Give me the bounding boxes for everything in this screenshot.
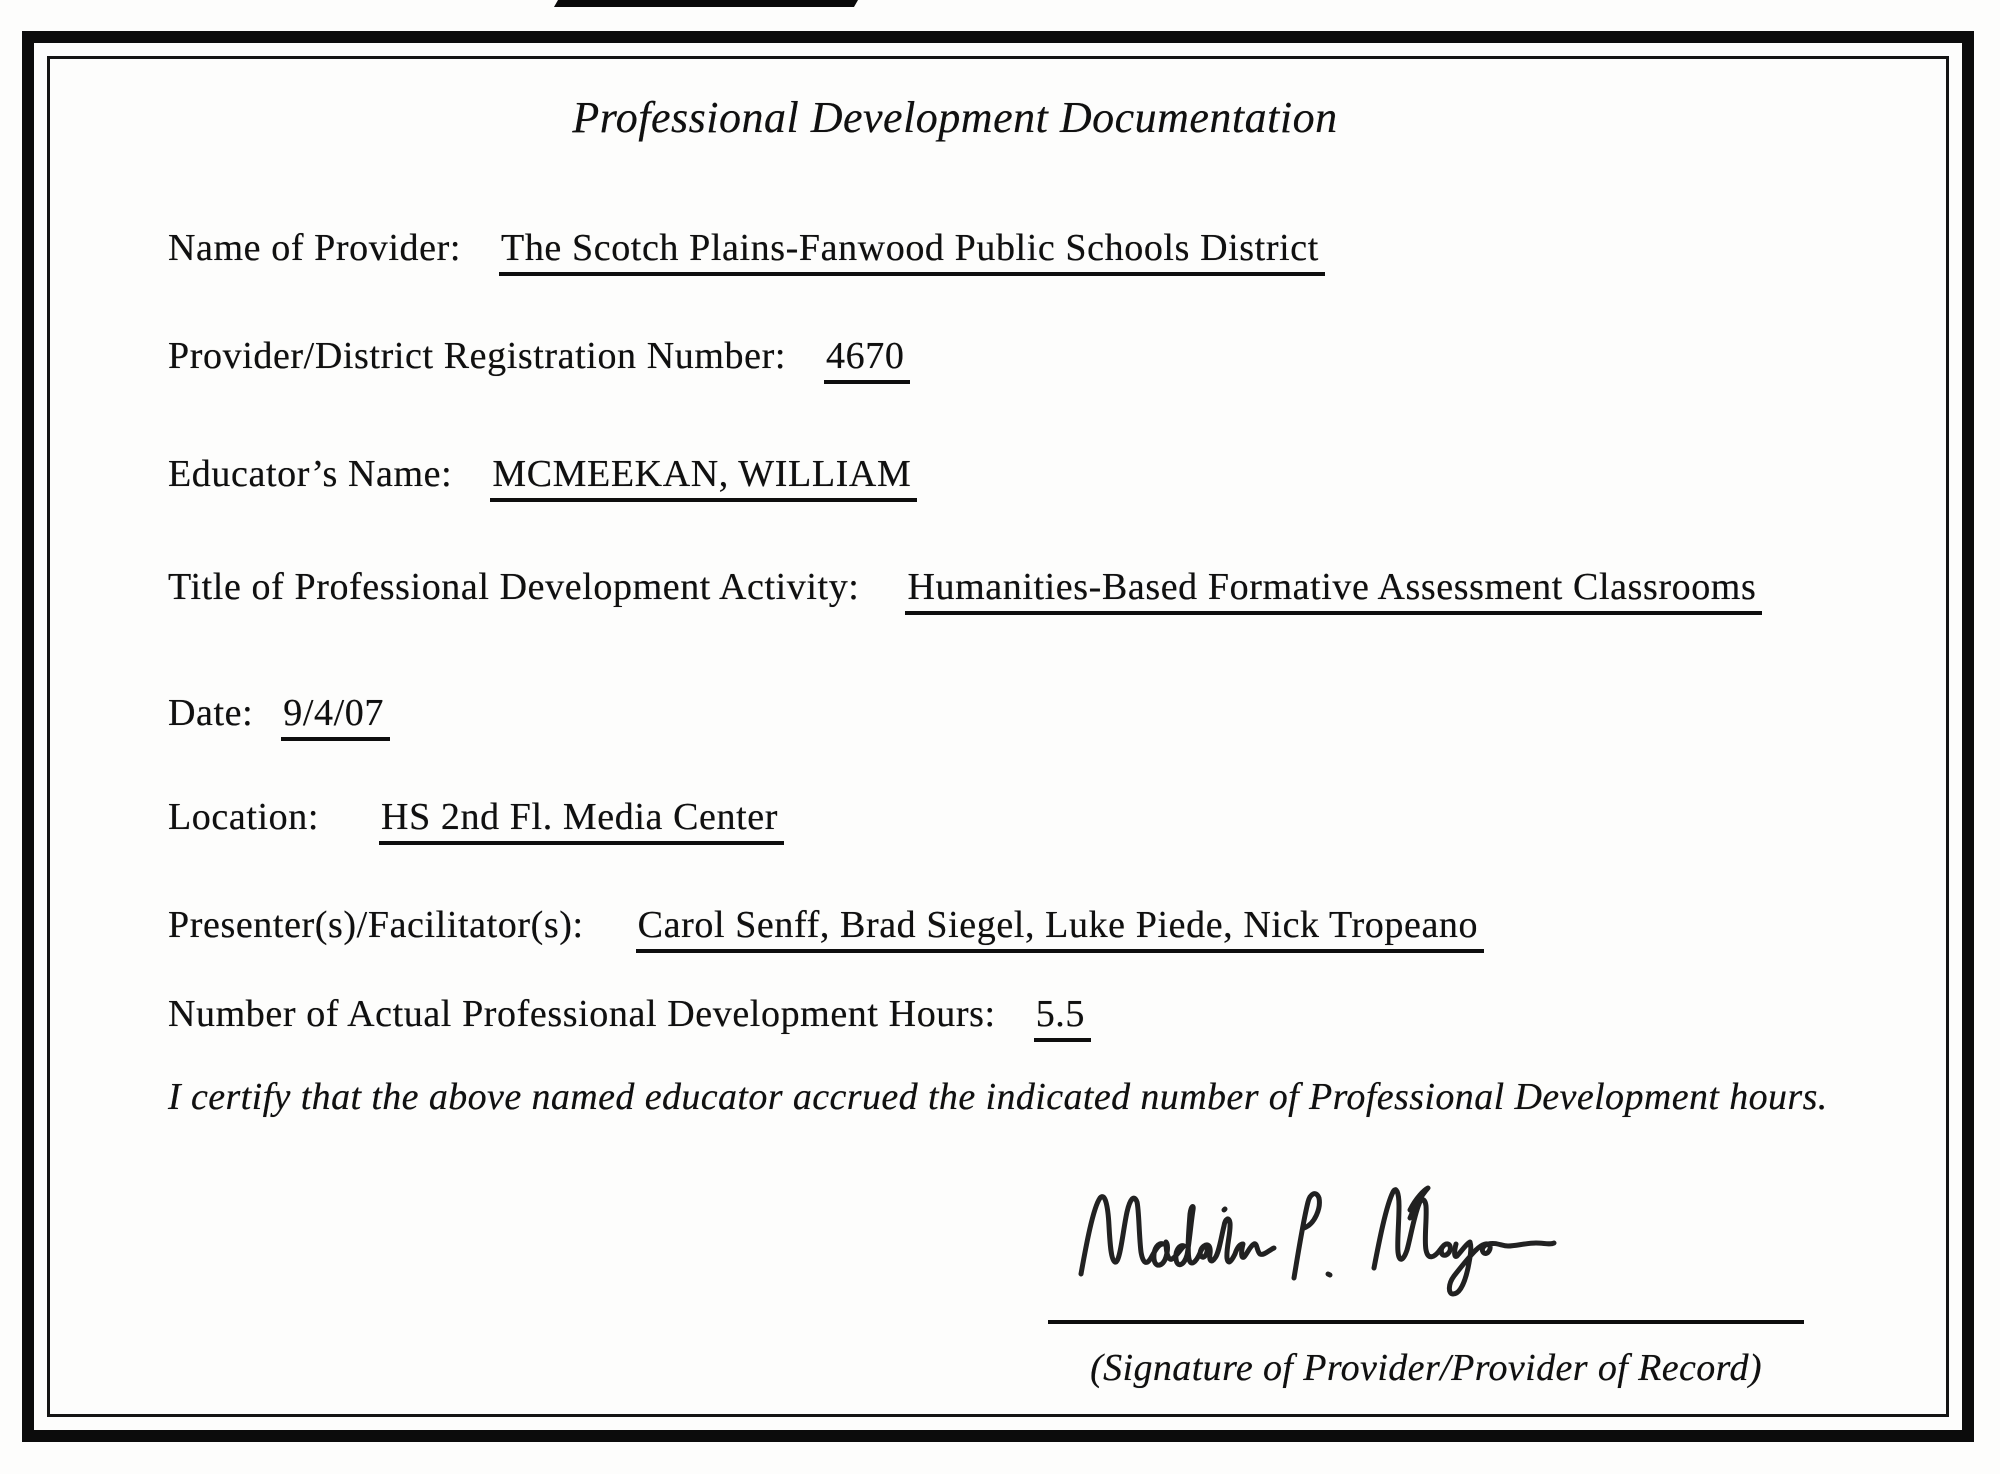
field-registration-number [168,333,1940,384]
field-label: Presenter(s)/Facilitator(s): [168,904,584,946]
field-label: Location: [168,796,320,838]
field-location [168,794,1940,845]
field-label: Educator’s Name: [168,453,453,495]
certification-statement: I certify that the above named educator accrued the indicated number of Professional Development hours. [168,1076,1828,1118]
field-activity-title [168,564,1940,615]
field-label: Provider/District Registration Number: [168,335,787,377]
field-value-underlined: 5.5 [1034,991,1091,1042]
field-label: Title of Professional Development Activity: [168,566,860,608]
signature-line [1048,1320,1804,1324]
field-label: Name of Provider: [168,227,462,269]
field-value-underlined: 4670 [824,333,910,384]
field-value-underlined: Carol Senff, Brad Siegel, Luke Piede, Nick Tropeano [636,902,1484,953]
field-presenters [168,902,1940,953]
field-label: Number of Actual Professional Development Hours: [168,993,996,1035]
field-value-underlined: 9/4/07 [281,690,390,741]
field-educator-name [168,451,1940,502]
field-date [168,690,1940,741]
signature-caption: (Signature of Provider/Provider of Record) [1090,1347,1762,1389]
field-value-underlined: HS 2nd Fl. Media Center [379,794,784,845]
field-pd-hours [168,991,1940,1042]
field-label: Date: [168,692,254,734]
scan-artifact [554,0,858,7]
signature-block [1048,1180,1808,1410]
field-value-underlined: The Scotch Plains-Fanwood Public Schools District [499,225,1325,276]
field-value-underlined: Humanities-Based Formative Assessment Classrooms [905,564,1762,615]
field-provider-name [168,225,1940,276]
page-title: Professional Development Documentation [572,93,1338,142]
signature-handwriting [1076,1182,1576,1302]
field-value-underlined: MCMEEKAN, WILLIAM [490,451,917,502]
